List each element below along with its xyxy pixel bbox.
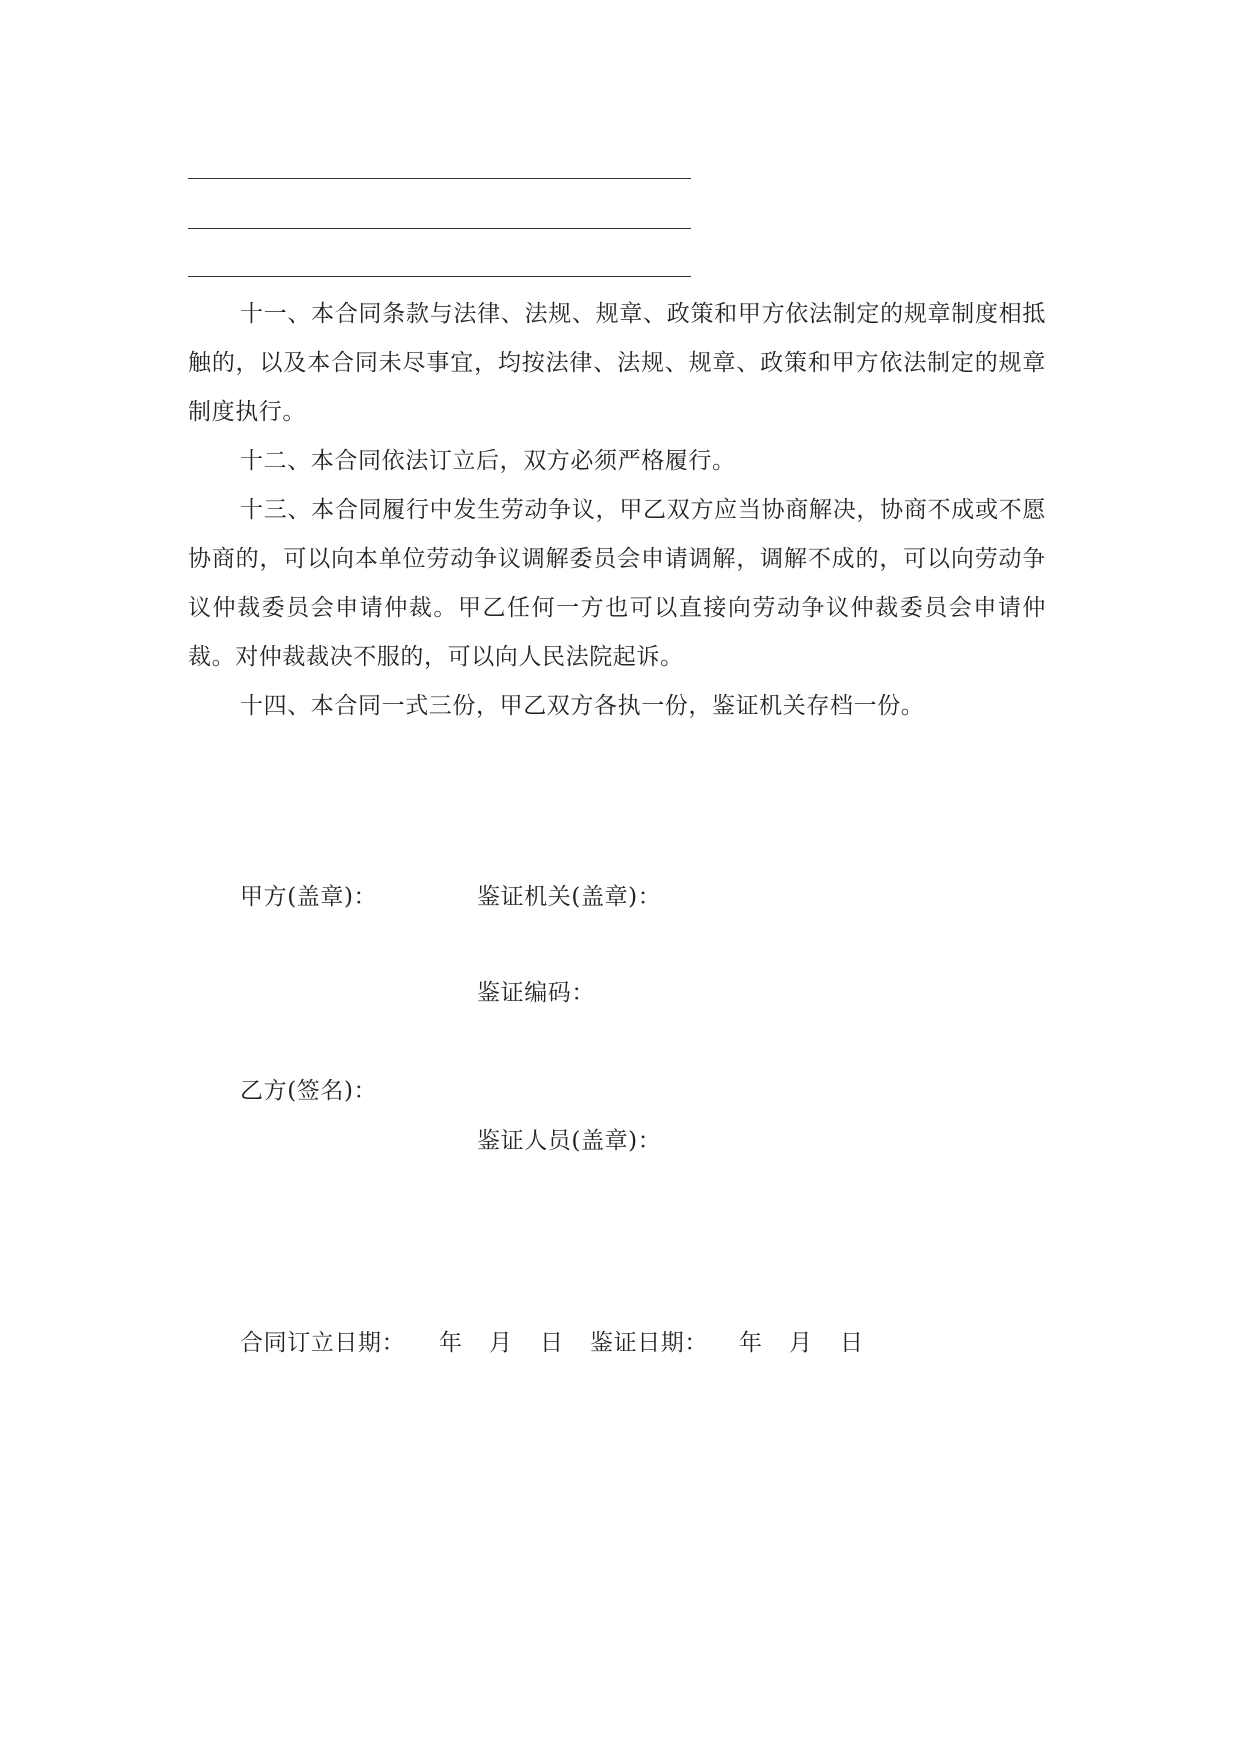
contract-day-label: 日	[540, 1330, 564, 1356]
blank-fill-line	[188, 178, 691, 179]
contract-year-label: 年	[439, 1330, 463, 1356]
verify-date-label: 鉴证日期：	[590, 1330, 708, 1356]
clause-11: 十一、本合同条款与法律、法规、规章、政策和甲方依法制定的规章制度相抵触的，以及本合同未尽事宜，均按法律、法规、规章、政策和甲方依法制定的规章制度执行。	[188, 301, 1046, 425]
party-b-signature-label: 乙方(签名)：	[240, 1078, 378, 1104]
clause-14: 十四、本合同一式三份，甲乙双方各执一份，鉴证机关存档一份。	[240, 693, 925, 719]
verify-month-label: 月	[789, 1330, 813, 1356]
blank-fill-line	[188, 228, 691, 229]
clause-12: 十二、本合同依法订立后，双方必须严格履行。	[240, 448, 736, 474]
contract-date-label: 合同订立日期：	[240, 1330, 406, 1356]
authority-seal-label: 鉴证机关(盖章)：	[477, 884, 662, 910]
clause-13: 十三、本合同履行中发生劳动争议，甲乙双方应当协商解决，协商不成或不愿协商的，可以向本单位劳动争议调解委员会申请调解，调解不成的，可以向劳动争议仲裁委员会申请仲裁。甲乙任何一方也可以直接向劳动争议仲裁委员会申请仲裁。对仲裁裁决不服的，可以向人民法院起诉。	[188, 497, 1046, 670]
verify-year-label: 年	[739, 1330, 763, 1356]
verify-day-label: 日	[840, 1330, 864, 1356]
personnel-seal-label: 鉴证人员(盖章)：	[477, 1128, 662, 1154]
verification-code-label: 鉴证编码：	[477, 980, 595, 1006]
party-a-seal-label: 甲方(盖章)：	[240, 884, 378, 910]
blank-fill-line	[188, 276, 691, 277]
contract-month-label: 月	[489, 1330, 513, 1356]
